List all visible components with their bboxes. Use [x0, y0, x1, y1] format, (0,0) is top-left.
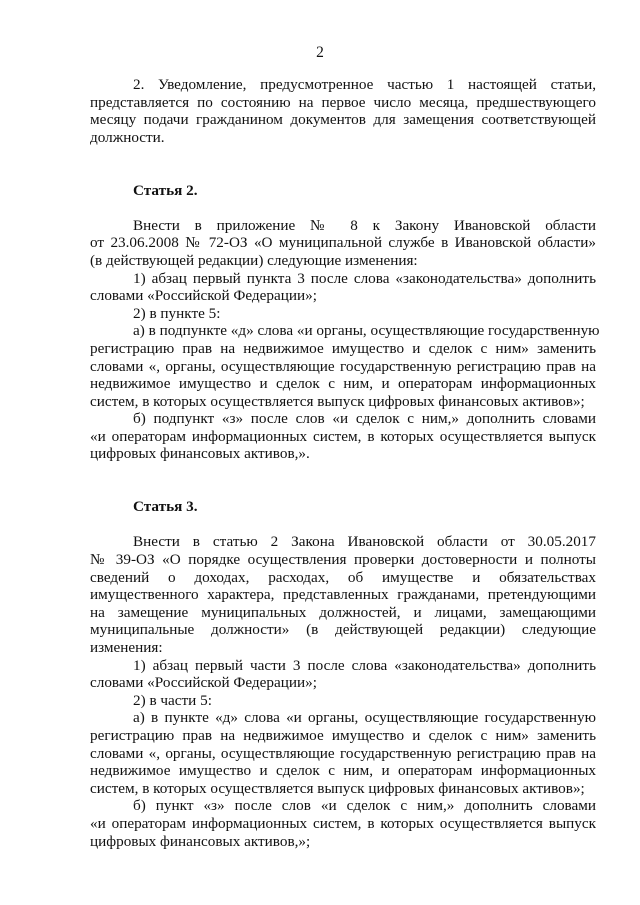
- text-line: б) пункт «з» после слов «и сделок с ним,» дополнить словами: [133, 797, 596, 815]
- text-line: недвижимое имущество и сделок с ним, и операторам информационных: [90, 762, 596, 780]
- text-line: сведений о доходах, расходах, об имуществе и обязательствах: [90, 568, 596, 586]
- text-line: 1) абзац первый части 3 после слова «законодательства» дополнить: [133, 656, 596, 674]
- spacer: [90, 199, 596, 217]
- text-line: регистрацию прав на недвижимое имущество и сделок с ним» заменить: [90, 726, 596, 744]
- text-line: Внести в статью 2 Закона Ивановской области от 30.05.2017: [133, 533, 596, 551]
- spacer: [90, 164, 596, 182]
- text-line: представляется по состоянию на первое число месяца, предшествующего: [90, 93, 596, 111]
- text-line: словами «, органы, осуществляющие государственную регистрацию прав на: [90, 744, 596, 762]
- text-line: «и операторам информационных систем, в которых осуществляется выпуск: [90, 814, 596, 832]
- text-line: а) в пункте «д» слова «и органы, осуществляющие государственную: [133, 709, 596, 727]
- text-line: а) в подпункте «д» слова «и органы, осуществляющие государственную: [133, 322, 600, 340]
- text-line: регистрацию прав на недвижимое имущество и сделок с ним» заменить: [90, 339, 596, 357]
- text-line: 1) абзац первый пункта 3 после слова «законодательства» дополнить: [133, 269, 596, 287]
- paragraph-notification: [90, 76, 596, 146]
- text-line: словами «, органы, осуществляющие государственную регистрацию прав на: [90, 357, 596, 375]
- text-line: должности.: [90, 128, 165, 146]
- text-line: от 23.06.2008 № 72-ОЗ «О муниципальной службе в Ивановской области»: [90, 234, 596, 252]
- text-line: недвижимое имущество и сделок с ним, и операторам информационных: [90, 375, 596, 393]
- text-line: (в действующей редакции) следующие изменения:: [90, 251, 418, 269]
- document-body: [90, 76, 600, 850]
- text-line: № 39-ОЗ «О порядке осуществления проверки достоверности и полноты: [90, 551, 596, 569]
- text-line: б) подпункт «з» после слов «и сделок с ним,» дополнить словами: [133, 410, 596, 428]
- text-line: словами «Российской Федерации»;: [90, 287, 317, 305]
- spacer: [90, 481, 596, 499]
- text-line: месяцу подачи гражданином документов для замещения соответствующей: [90, 111, 596, 129]
- text-line: цифровых финансовых активов,»;: [90, 832, 311, 850]
- spacer: [90, 463, 596, 481]
- page-number: 2: [316, 44, 324, 61]
- text-line: муниципальные должности» (в действующей редакции) следующие: [90, 621, 596, 639]
- text-line: цифровых финансовых активов,».: [90, 445, 310, 463]
- article-3-body: [90, 533, 596, 850]
- text-line: словами «Российской Федерации»;: [90, 674, 317, 692]
- text-line: «и операторам информационных систем, в которых осуществляется выпуск: [90, 427, 596, 445]
- article-3-heading: Статья 3.: [133, 498, 198, 516]
- text-line: Внести в приложение № 8 к Закону Ивановской области: [133, 216, 596, 234]
- article-2-heading: Статья 2.: [133, 181, 198, 199]
- spacer: [90, 516, 596, 534]
- text-line: на замещение муниципальных должностей, и лицами, замещающими: [90, 603, 596, 621]
- text-line: 2. Уведомление, предусмотренное частью 1 настоящей статьи,: [133, 76, 596, 93]
- article-2-body: [90, 216, 600, 463]
- text-line: 2) в пункте 5:: [133, 304, 221, 322]
- text-line: 2) в части 5:: [133, 691, 212, 709]
- spacer: [90, 146, 596, 164]
- text-line: имущественного характера, представленных гражданами, претендующими: [90, 586, 596, 604]
- text-line: систем, в которых осуществляется выпуск цифровых финансовых активов»;: [90, 392, 585, 410]
- text-line: изменения:: [90, 639, 163, 656]
- text-line: систем, в которых осуществляется выпуск цифровых финансовых активов»;: [90, 779, 585, 797]
